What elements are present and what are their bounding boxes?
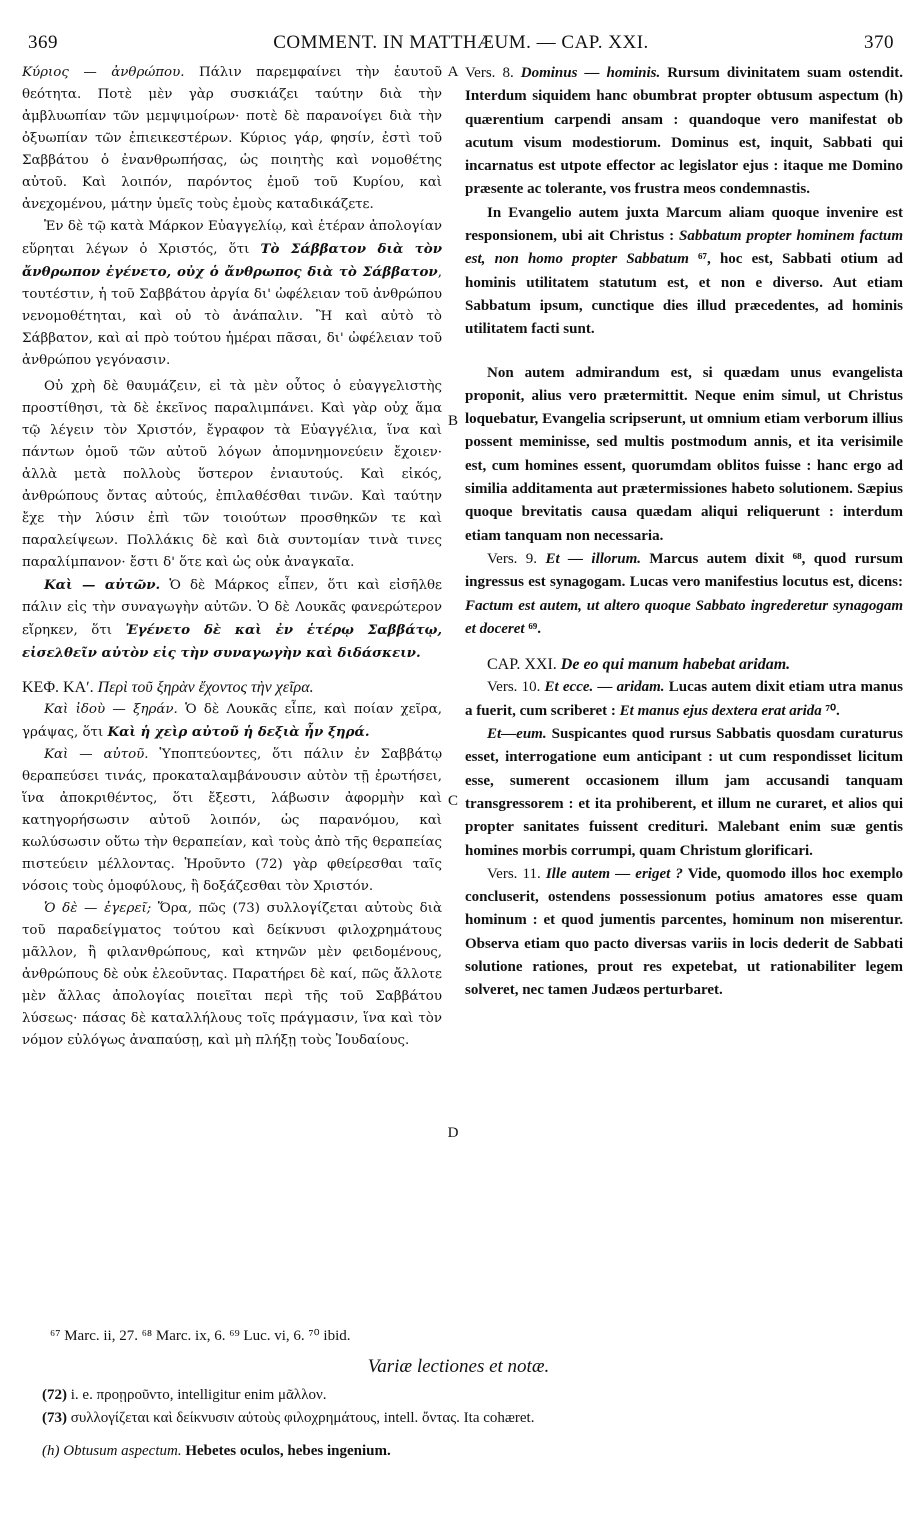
lemma: Καὶ ἰδοὺ — ξηράν. [44,702,178,717]
greek-paragraph [22,376,442,574]
lemma: Et ecce. — aridam. [544,679,665,696]
section-marker-c: C [447,793,458,809]
quotation: Τὸ Σάββατον διὰ τὸν ἄνθρωπον ἐγένετο, οὐχ ὁ ἄνθρωπος διὰ τὸ Σάββατον [22,241,442,280]
section-marker-b: B [447,413,458,429]
note-h [42,1440,902,1463]
chapter-title: De eo qui manum habebat aridam. [556,656,791,674]
paragraph-text: Vide, quomodo illos hoc exemplo concluserit, ostendens possessionum potius amatores esse quam hominum : et quod jumentis parcentes, hominum non miserentur. Observa etiam quo pacto diversas variis in locis dederit de Sabbati solutione rationes, prout res expetebat, ut rationabiliter legem solveret, nec tamen Judæos perturbaret. [465,865,904,999]
chapter-number: CAP. XXI. [487,656,557,674]
greek-paragraph [22,62,442,216]
lemma: Et — illorum. [545,550,642,567]
lemma: Ille autem — eriget ? [545,865,683,882]
note-number: (73) [42,1410,67,1426]
paragraph-text: Πάλιν παρεμφαίνει τὴν ἑαυτοῦ θεότητα. Ποτὲ μὲν γὰρ συσκιάζει ταύτην διὰ τὴν ἀμβλυωπίαν τῶν μεμψιμοίρων· ποτὲ δὲ παρανοίγει διὰ τὴν ὀξυωπίαν τῶν ἐπιεικεστέρων. Κύριος γάρ, φησίν, ἐστὶ τοῦ Σαββάτου ὁ ἐνανθρωπήσας, ὡς ποιητὴς καὶ νομοθέτης αὐτοῦ. Καὶ λοιπόν, παρόντος ἐμοῦ τοῦ Κυρίου, καὶ ἀνεχομένου, μάτην ὑμεῖς τοὺς ἐμοὺς καταδικάζετε. [22,65,442,212]
lemma: Dominus — hominis. [520,65,661,81]
note-73 [42,1407,902,1430]
chapter-number: ΚΕΦ. ΚΑʹ. [22,679,94,696]
paragraph-text: Suspicantes quod rursus Sabbatis quosdam curaturus esset, interrogatione eum anticipant : ut cum respondisset licitum esse, sumerent occasionem illum jam accusandi tanquam transgressorem : et ita prohiberent, et illum ne curaret, et alios qui propter sanitates fuissent credituri. Malebant enim suæ gentis homines morbis corrumpi, quam Christum glorificari. [465,726,903,859]
page-header [28,32,894,60]
paragraph-text: Lucas autem dixit etiam utra manus a fuerit, cum scriberet : [465,679,903,719]
greek-paragraph [22,216,442,372]
paragraph-text: In Evangelio autem juxta Marcum aliam quoque invenire est responsionem, ubi ait Christus : [465,204,903,245]
greek-paragraph [22,744,442,898]
latin-paragraph [465,723,903,863]
greek-column [22,62,442,1052]
lemma: Ὁ δὲ — ἐγερεῖ; [44,901,152,916]
latin-column [465,62,903,1003]
quotation: Ἐγένετο δὲ καὶ ἐν ἑτέρῳ Σαββάτῳ, εἰσελθεῖν αὐτὸν εἰς τὴν συναγωγὴν καὶ διδάσκειν. [22,622,443,661]
section-marker-d: D [447,1125,459,1141]
quotation: Καὶ ἡ χεὶρ αὐτοῦ ἡ δεξιὰ ἦν ξηρά. [107,724,370,740]
greek-paragraph [22,898,442,1052]
running-title: COMMENT. IN MATTHÆUM. — CAP. XXI. [273,32,649,53]
note-number: (72) [42,1387,67,1403]
latin-paragraph [465,676,903,723]
quotation: Factum est autem, ut altero quoque Sabbato ingrederetur synagogam et doceret [465,597,903,637]
lemma: Et—eum. [487,726,547,743]
latin-paragraph [465,548,903,641]
note-text: i. e. προῃροῦντο, intelligitur enim μᾶλλον. [67,1387,327,1403]
note-72 [42,1384,902,1407]
paragraph-text: Non autem admirandum est, si quædam unus evangelista proponit, alius vero prætermittit. Neque enim simul, ut Christus loquebatur, Evangelia scripserunt, ut omnium etiam verborum illius possent meminisse, sed multis postmodum annis, et ita verisimile est, cum homines essent, quorumdam oblitos fuisse : hanc ergo ad similia additamenta aut prætermissiones habeto solutionem. Sæpius quoque brevitatis causa quædam aliqui reliquerunt : interdum etiam tanquam non necessaria. [465,364,903,544]
quotation: Et manus ejus dextera erat arida [619,702,822,719]
verse-ref: Vers. 8. [465,65,514,81]
latin-paragraph [465,62,903,202]
note-text: συλλογίζεται καὶ δείκνυσιν αὐτοὺς φιλοχρημάτους, intell. ὄντας. Ita cohæret. [67,1410,535,1426]
footnote-ref: ⁶⁹. [524,620,542,637]
notes-title: Variæ lectiones et notæ. [367,1356,550,1377]
paragraph-text: ⁶⁷, hoc est, Sabbati otium ad hominis utilitatem statutum est, et non e diverso. Aut etiam Sabbatum ipsum, cunctique dies illud præcedentes, ad hominis utilitatem facti sunt. [465,251,903,338]
paragraph-text: Marcus autem dixit ⁶⁸, quod rursum ingressus est synagogam. Lucas vero manifestius locutus est, dicens: [465,550,903,591]
footnote-ref: ⁷⁰. [821,702,840,719]
greek-paragraph [22,699,442,744]
lemma: Κύριος — ἀνθρώπου. [22,65,185,80]
lemma: Καὶ — αὐτῶν. [44,577,161,593]
paragraph-text: , τουτέστιν, ἡ τοῦ Σαββάτου ἀργία δι' ὠφέλειαν τοῦ ἀνθρώπου νενομοθέτηται, καὶ οὐ τὸ ἀνάπαλιν. Ἢ καὶ αὐτὸ τὸ Σάββατον, καὶ αἱ πρὸ τούτου ἡμέραι πᾶσαι, δι' ὠφέλειαν τοῦ ἀνθρώπου γεγόνασιν. [22,265,442,368]
lemma: Καὶ — αὐτοῦ. [44,747,149,762]
verse-ref: Vers. 11. [487,865,541,882]
note-lemma: Obtusum aspectum. [59,1443,182,1459]
paragraph-text: Ὁ δὲ Λουκᾶς εἶπε, καὶ ποίαν χεῖρα, γράψας, ὅτι [22,702,442,740]
note-number: (h) [42,1443,60,1459]
paragraph-text: Rursum divinitatem suam ostendit. Interdum siquidem hanc obumbrat propter obtusum aspectum (h) quærentium carpendi ansam : quandoque vero manifestat ob acutum visum modestiorum. Dominus est, inquit, Sabbati qui incarnatus est utpote effector ac legislator ejus : itaque me Domino præsente ac tolerante, vos frustra meos condemnastis. [465,65,903,198]
verse-ref: Vers. 10. [487,679,541,696]
note-text: Hebetes oculos, hebes ingenium. [181,1443,391,1459]
page-number-left: 369 [28,32,58,53]
quotation: Sabbatum propter hominem factum est, non homo propter Sabbatum [465,228,903,268]
paragraph-text: Ὅρα, πῶς (73) συλλογίζεται αὐτοὺς διὰ τοῦ παραδείγματος τούτου καὶ δείκνυσι φιλοχρημάτους μᾶλλον, ἢ φιλανθρώπους, καὶ κτηνῶν μὲν φειδομένους, ἀνθρώπους δὲ οὐκ ἐλεοῦντας. Παρατήρει δὲ καί, πῶς ἄλλοτε μὲν ἄλλας ἀπολογίας ποιεῖται περὶ τῆς τοῦ Σαββάτου λύσεως· πάσας δὲ καταλλήλους τοῖς πράγμασιν, ἵνα καὶ τὸν νόμον εὐλόγως ἀναπαύσῃ, καὶ μὴ πλήξῃ τοὺς Ἰουδαίους. [22,901,443,1048]
paragraph-text: Ἐν δὲ τῷ κατὰ Μάρκον Εὐαγγελίῳ, καὶ ἑτέραν ἀπολογίαν εὕρηται λέγων ὁ Χριστός, ὅτι [22,219,442,257]
paragraph-text: Ὑποπτεύοντες, ὅτι πάλιν ἐν Σαββάτῳ θεραπεύσει τινάς, προκαταλαμβάνουσιν αὐτὸν τῇ ἐρωτήσει, ἵνα ἀποκριθέντος, ὅτι ἔξεστι, λάβωσιν ἀφορμὴν καὶ κατηγορήσωσιν αὐτοῦ λοιπόν, ὡς παρανόμου, καὶ κωλύσωσιν οὕτω τὴν θεραπείαν, καὶ τοὺς ἀπὸ τῆς θεραπείας πιστεύειν μέλλοντας. Ἡροῦντο (72) γὰρ φθείρεσθαι ταῖς νόσοις τοὺς ὁμοφύλους, ἢ δοξάζεσθαι τὸν Χριστόν. [22,747,442,894]
footnotes: ⁶⁷ Marc. ii, 27. ⁶⁸ Marc. ix, 6. ⁶⁹ Luc. vi, 6. ⁷⁰ ibid. [50,1328,351,1344]
section-marker-a: A [447,64,459,80]
paragraph-text: Ὁ δὲ Μάρκος εἶπεν, ὅτι καὶ εἰσῆλθε πάλιν εἰς τὴν συναγωγὴν αὐτῶν. Ὁ δὲ Λουκᾶς φανερώτερον εἴρηκεν, ὅτι [22,578,442,638]
variant-notes [42,1384,902,1463]
paragraph-text: Οὐ χρὴ δὲ θαυμάζειν, εἰ τὰ μὲν οὗτος ὁ εὐαγγελιστὴς προστίθησι, τὰ δὲ ἐκεῖνος παραλιμπάνει. Καὶ γὰρ οὐχ ἅμα τῷ λέγειν τὸν Χριστόν, ἔγραφον τὰ Εὐαγγέλια, ἵνα καὶ πάντων ὁμοῦ τῶν αὐτοῦ λόγων ἀπομνημονεύειν ἔχοιεν· ἀλλὰ μετὰ πολλοὺς ὕστερον ἐνιαυτούς. Καὶ εἰκός, ἀνθρώπους ὄντας αὐτούς, ἐπιλαθέσθαι τινῶν. Καὶ ταύτην ἔχε τὴν λύσιν ἐπὶ τῶν τοιούτων προσθηκῶν τε καὶ παραλείψεων. Πολλάκις δὲ καὶ διὰ συντομίαν τινὰ τινες παραλίμπανον· ἔστι δ' ὅτε καὶ ὡς οὐκ ἀναγκαῖα. [22,379,442,570]
chapter-heading [22,677,442,699]
latin-paragraph [465,202,903,342]
latin-paragraph [465,362,903,548]
chapter-title: Περὶ τοῦ ξηρὰν ἔχοντος τὴν χεῖρα. [93,679,314,696]
latin-paragraph [465,863,903,1003]
verse-ref: Vers. 9. [487,550,538,567]
page-number-right: 370 [864,32,894,53]
chapter-heading [465,653,903,676]
greek-paragraph [22,574,442,665]
